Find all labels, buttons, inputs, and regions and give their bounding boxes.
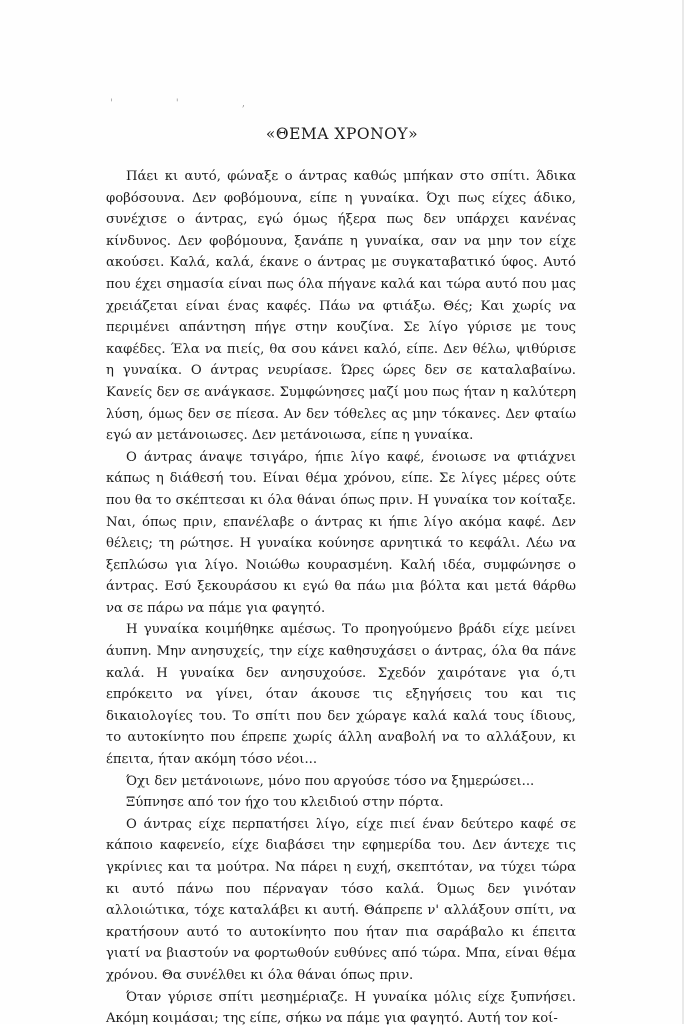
paragraph-4: Όχι δεν μετάνοιωνε, μόνο που αργούσε τόσο να ξημερώσει... bbox=[126, 773, 535, 789]
paragraph-1: Πάει κι αυτό, φώναξε ο άντρας καθώς μπήκαν στο σπίτι. Άδικα φοβόσουνα. Δεν φοβόμουνα, είπε η γυναίκα. Όχι πως είχες άδικο, συνέχισε ο άντρας, εγώ όμως ήξερα πως δεν υπάρχει κανένας κίνδυνος. Δεν φοβόμουνα, ξανάπε η γυναίκα, σαν να μην τον είχε ακούσει. Καλά, καλά, έκανε ο άντρας με συγκαταβατικό ύφος. Αυτό που έχει σημασία είναι πως όλα πήγανε καλά και τώρα αυτό που μας χρειάζεται είναι ένας καφές. Πάω να φτιάξω. Θές; Και χωρίς να περιμένει απάντηση πήγε στην κουζίνα. Σε λίγο γύρισε με τους καφέδες. Έλα να πιείς, θα σου κάνει καλό, είπε. Δεν θέλω, ψιθύρισε η γυναίκα. Ο άντρας νευρίασε. Ώρες ώρες δεν σε καταλαβαίνω. Κανείς δεν σε ανάγκασε. Συμφώνησες μαζί μου πως ήταν η καλύτερη λύση, όμως δεν σε πίεσα. Αν δεν τόθελες ας μην τόκανες. Δεν φταίω εγώ αν μετάνοιωσες. Δεν μετάνοιωσα, είπε η γυναίκα. bbox=[106, 169, 576, 444]
paragraph-6: Ο άντρας είχε περπατήσει λίγο, είχε πιεί έναν δεύτερο καφέ σε κάποιο καφενείο, είχε διαβάσει την εφημερίδα του. Δεν άντεχε τις γκρίνιες και τα μούτρα. Να πάρει η ευχή, σκεπτόταν, να τύχει τώρα κι αυτό πάνω που πέρναγαν τόσο καλά. Όμως δεν γινόταν αλλοιώτικα, τόχε καταλάβει κι αυτή. Θάπρεπε ν' αλλάξουν σπίτι, να κρατήσουν αυτό το αυτοκίνητο που ήταν πια σαράβαλο κι έπειτα γιατί να βιαστούν να φορτωθούν ευθύνες από τώρα. Μπα, είναι θέμα χρόνου. Θα συνέλθει κι όλα θάναι όπως πριν. bbox=[106, 816, 576, 983]
paragraph-7: Όταν γύρισε σπίτι μεσημέριαζε. Η γυναίκα μόλις είχε ξυπνήσει. Ακόμη κοιμάσαι; της είπε, σήκω να πάμε για φαγητό. Αυτή τον κοί- bbox=[106, 989, 576, 1027]
paragraph-3: Η γυναίκα κοιμήθηκε αμέσως. Το προηγούμενο βράδι είχε μείνει άυπνη. Μην ανησυχείς, την είχε καθησυχάσει ο άντρας, όλα θα πάνε καλά. Η γυναίκα δεν ανησυχούσε. Σχεδόν χαιρότανε για ό,τι επρόκειτο να γίνει, όταν άκουσε τις εξηγήσεις του και τις δικαιολογίες του. Το σπίτι που δεν χώραγε καλά καλά τους ίδιους, το αυτοκίνητο που έπρεπε χωρίς άλλη αναβολή να το αλλάξουν, κι έπειτα, ήταν ακόμη τόσο νέοι... bbox=[106, 622, 576, 768]
paragraph-5: Ξύπνησε από τον ήχο του κλειδιού στην πόρτα. bbox=[126, 795, 444, 811]
body-text bbox=[106, 166, 576, 1030]
paper-specks: ' ' , bbox=[110, 98, 276, 109]
paragraph-2: Ο άντρας άναψε τσιγάρο, ήπιε λίγο καφέ, ένοιωσε να φτιάχνει κάπως η διάθεσή του. Είναι θέμα χρόνου, είπε. Σε λίγες μέρες ούτε που θα το σκέπτεσαι κι όλα θάναι όπως πριν. Η γυναίκα τον κοίταξε. Ναι, όπως πριν, επανέλαβε ο άντρας κι ήπιε λίγο ακόμα καφέ. Δεν θέλεις; τη ρώτησε. Η γυναίκα κούνησε αρνητικά το κεφάλι. Λέω να ξεπλώσω για λίγο. Νοιώθω κουρασμένη. Καλή ιδέα, συμφώνησε ο άντρας. Εσύ ξεκουράσου κι εγώ θα πάω μια βόλτα και μετά θάρθω να σε πάρω να πάμε για φαγητό. bbox=[106, 449, 576, 616]
page-title: «ΘΕΜΑ ΧΡΟΝΟΥ» bbox=[265, 125, 419, 143]
